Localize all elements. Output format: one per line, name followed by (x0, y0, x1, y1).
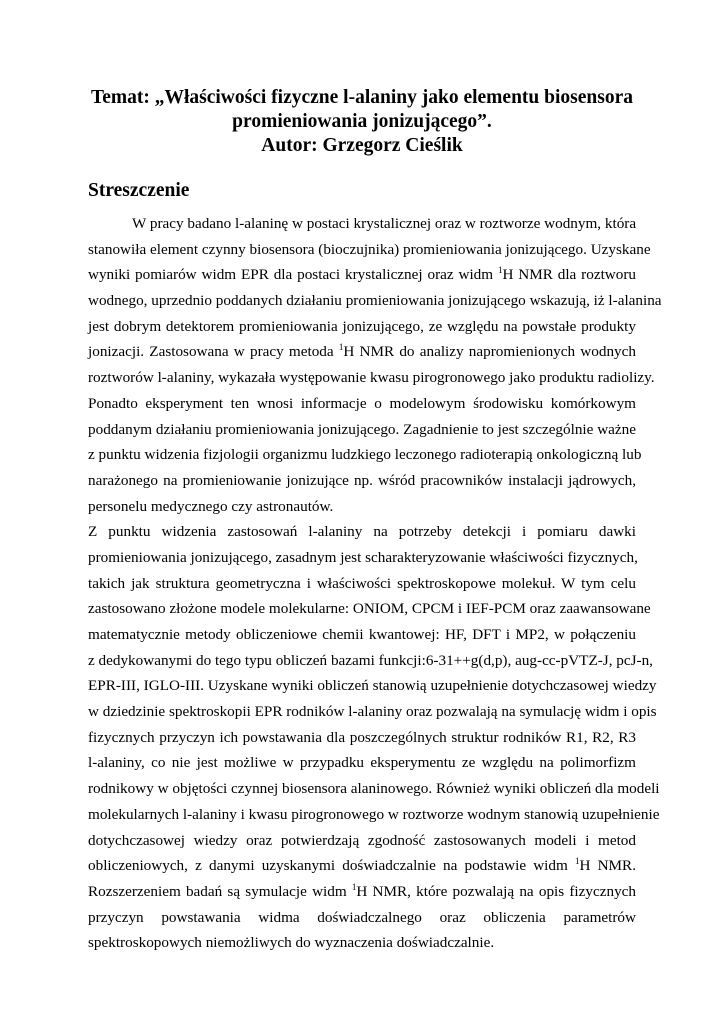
text-segment: molekularnych l-alaniny i kwasu pirogronowego w roztworze wodnym stanowią uzupełnienie (88, 805, 660, 823)
text-line (88, 750, 636, 776)
text-segment: z punktu widzenia fizjologii organizmu ludzkiego leczonego radioterapią onkologiczną lub (88, 446, 642, 464)
text-segment: l-alaniny, co nie jest możliwe w przypadku eksperymentu ze względu na polimorfizm (88, 754, 636, 772)
text-segment: takich jak struktura geometryczna i właściwości spektroskopowe molekuł. W tym celu (88, 574, 636, 592)
text-segment: Rozszerzeniem badań są symulacje widm (88, 882, 352, 900)
text-segment: matematycznie metody obliczeniowe chemii kwantowej: HF, DFT i MP2, w połączeniu (88, 626, 636, 643)
paragraph-2 (88, 519, 660, 956)
text-line (88, 237, 651, 263)
text-line (88, 211, 636, 237)
text-line (88, 262, 636, 288)
text-segment: jonizacji. Zastosowana w pracy metoda (88, 343, 339, 361)
text-line (88, 879, 636, 905)
text-segment: roztworów l-alaniny, wykazała występowanie kwasu pirogronowego jako produktu radiolizy. (88, 369, 655, 387)
text-line (88, 905, 636, 931)
text-line (88, 853, 636, 879)
section-heading: Streszczenie (88, 180, 190, 201)
text-segment: przyczyn powstawania widma doświadczalnego oraz obliczenia parametrów (88, 908, 636, 926)
text-segment: obliczeniowych, z danymi uzyskanymi doświadczalnie na podstawie widm (88, 857, 575, 875)
text-segment: poddanym działaniu promieniowania jonizującego. Zagadnienie to jest szczególnie ważne (88, 420, 636, 438)
text-line (88, 673, 657, 699)
text-line (88, 648, 653, 674)
text-segment: rodnikowy w objętości czynnej biosensora alaninowego. Również wyniki obliczeń dla modeli (88, 780, 660, 798)
superscript: 1 (351, 881, 357, 892)
text-line (88, 314, 636, 340)
text-line (88, 417, 636, 443)
text-segment: personelu medycznego czy astronautów. (88, 497, 334, 515)
text-line (88, 725, 636, 751)
text-line (88, 391, 636, 417)
text-segment: promieniowania jonizującego, zasadnym jest scharakteryzowanie właściwości fizycznych, (88, 548, 638, 566)
text-segment: zastosowano złożone modele molekularne: ONIOM, CPCM i IEF-PCM oraz zaawansowane (88, 600, 651, 618)
text-segment: w dziedzinie spektroskopii EPR rodników l-alaniny oraz pozwalają na symulację widm i opis (88, 703, 657, 721)
text-segment: wodnego, uprzednio poddanych działaniu promieniowania jonizującego wskazują, iż l-alanina (88, 292, 662, 310)
title-line: Temat: „Właściwości fizyczne l-alaniny jako elementu biosensora (91, 87, 633, 108)
text-line (88, 622, 636, 648)
author-line: Autor: Grzegorz Cieślik (261, 135, 463, 156)
text-line (88, 288, 662, 314)
text-segment: H NMR, które pozwalają na opis fizycznych (356, 882, 636, 900)
text-segment: wyniki pomiarów widm EPR dla postaci krystalicznej oraz widm (88, 266, 498, 284)
text-segment: dotychczasowej wiedzy oraz potwierdzają zgodność zastosowanych modeli i metod (88, 831, 636, 849)
text-segment: fizycznych przyczyn ich powstawania dla poszczególnych struktur rodników R1, R2, R3 (88, 728, 636, 746)
text-segment: stanowiła element czynny biosensora (bioczujnika) promieniowania jonizującego. Uzyskane (88, 240, 651, 258)
text-segment: W pracy badano l-alaninę w postaci krystalicznej oraz w roztworze wodnym, która (132, 215, 637, 232)
superscript: 1 (497, 265, 503, 276)
text-segment: Z punktu widzenia zastosowań l-alaniny na potrzeby detekcji i pomiaru dawki (88, 523, 636, 541)
text-segment: H NMR do analizy napromienionych wodnych (343, 343, 636, 361)
text-line (88, 776, 660, 802)
text-segment: H NMR. (579, 857, 636, 875)
superscript: 1 (338, 342, 344, 353)
text-segment: jest dobrym detektorem promieniowania jonizującego, ze względu na powstałe produkty (88, 317, 636, 335)
text-segment: Ponadto eksperyment ten wnosi informacje o modelowym środowisku komórkowym (88, 394, 636, 412)
text-segment: EPR-III, IGLO-III. Uzyskane wyniki obliczeń stanowią uzupełnienie dotychczasowej wiedzy (88, 677, 657, 695)
text-line (88, 442, 642, 468)
text-line (88, 699, 657, 725)
text-line (88, 339, 636, 365)
text-segment: z dedykowanymi do tego typu obliczeń bazami funkcji:6-31++g(d,p), aug-cc-pVTZ-J, pcJ-n, (88, 651, 653, 669)
text-segment: narażonego na promieniowanie jonizujące np. wśród pracowników instalacji jądrowych, (88, 471, 636, 489)
text-line (88, 365, 655, 391)
text-line (88, 494, 636, 520)
superscript: 1 (574, 856, 580, 867)
text-segment: H NMR dla roztworu (502, 266, 636, 284)
paragraph-1 (88, 211, 662, 519)
document-title (80, 86, 644, 158)
text-line (88, 545, 636, 571)
abstract-body (88, 211, 662, 956)
text-line (88, 571, 636, 597)
text-segment: spektroskopowych niemożliwych do wyznaczenia doświadczalnie. (88, 934, 495, 952)
text-line (88, 802, 660, 828)
text-line (88, 930, 636, 956)
text-line (88, 519, 636, 545)
text-line (88, 828, 636, 854)
text-line (88, 596, 651, 622)
text-line (88, 468, 636, 494)
title-line: promieniowania jonizującego”. (232, 111, 492, 132)
